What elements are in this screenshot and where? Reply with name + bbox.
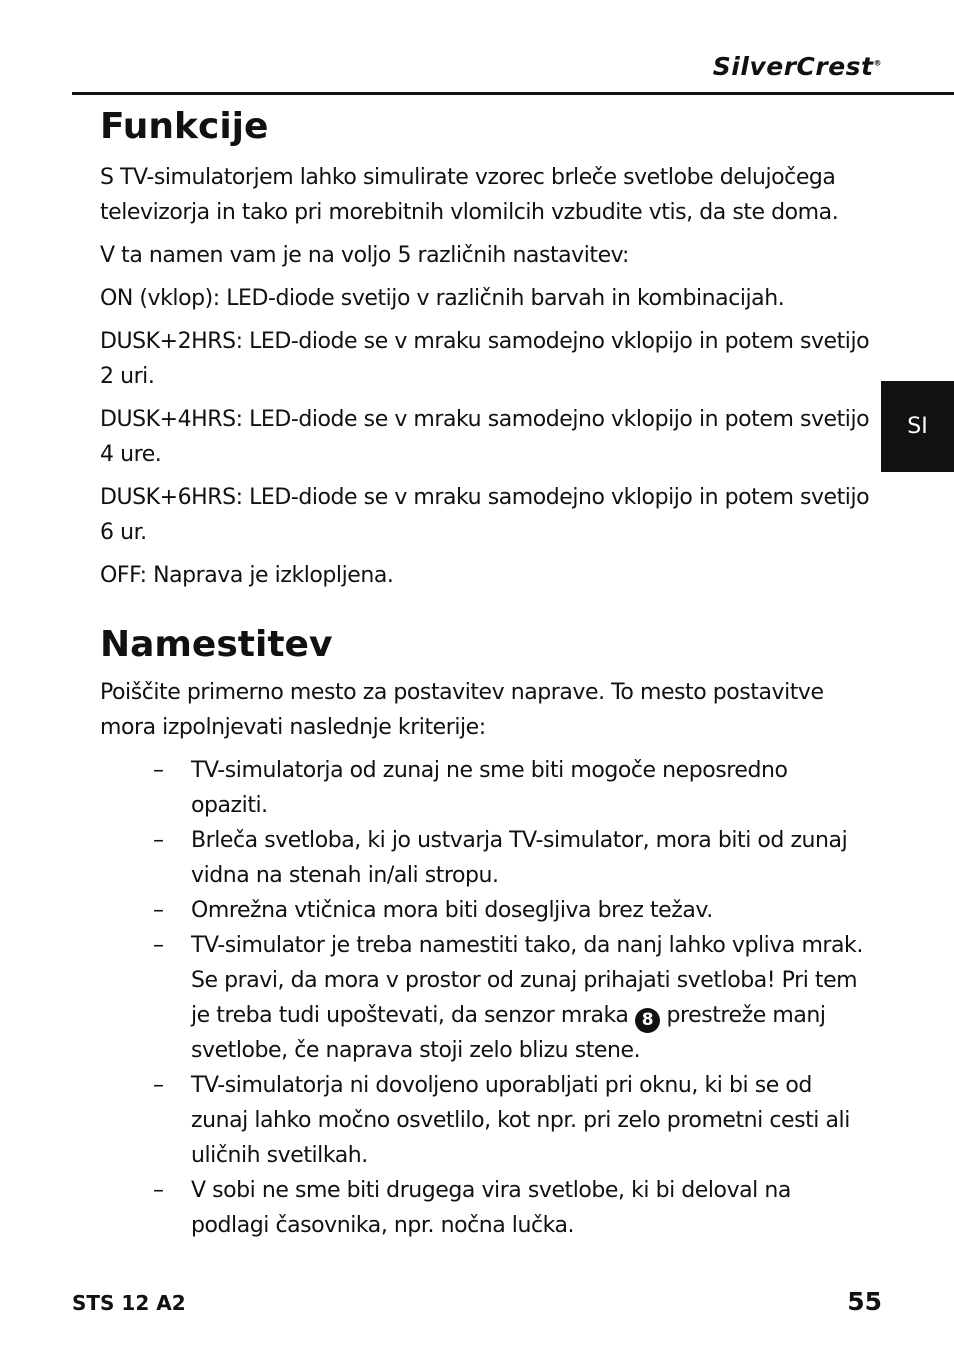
paragraph: V ta namen vam je na voljo 5 različnih nastavitev: bbox=[100, 243, 630, 268]
paragraph: OFF: Naprava je izklopljena. bbox=[100, 563, 394, 588]
page-number: 55 bbox=[847, 1287, 882, 1316]
dash-marker: – bbox=[153, 828, 164, 853]
list-item bbox=[100, 1173, 870, 1243]
header-rule bbox=[72, 92, 954, 95]
registered-mark: ® bbox=[873, 58, 882, 68]
section-title-namestitev: Namestitev bbox=[100, 624, 333, 665]
part-number-badge: 8 bbox=[635, 1008, 660, 1033]
page-content bbox=[100, 105, 870, 1243]
section-title-funkcije: Funkcije bbox=[100, 106, 269, 147]
list-item bbox=[100, 753, 870, 823]
list-item-text: TV-simulatorja od zunaj ne sme biti mogoče neposredno opaziti. bbox=[191, 758, 788, 818]
brand-name: SilverCrest bbox=[712, 52, 874, 81]
list-item bbox=[100, 1068, 870, 1173]
list-item-text: Brleča svetloba, ki jo ustvarja TV-simulator, mora biti od zunaj vidna na stenah in/ali stropu. bbox=[191, 828, 848, 888]
list-item-text: TV-simulator je treba namestiti tako, da nanj lahko vpliva mrak. Se pravi, da mora v prostor od zunaj prihajati svetloba! Pri tem je treba tudi upoštevati, da senzor mraka bbox=[191, 933, 863, 1028]
list-item bbox=[100, 823, 870, 893]
paragraph: S TV-simulatorjem lahko simulirate vzorec brleče svetlobe delujočega televizorja in tako pri morebitnih vlomilcih vzbudite vtis, da ste doma. bbox=[100, 165, 839, 225]
list-item-text: prestreže manj svetlobe, če naprava stoji zelo blizu stene. bbox=[191, 1003, 826, 1063]
dash-marker: – bbox=[153, 1178, 164, 1203]
list-item bbox=[100, 928, 870, 1068]
list-item-text: V sobi ne sme biti drugega vira svetlobe, ki bi deloval na podlagi časovnika, npr. nočna lučka. bbox=[191, 1178, 791, 1238]
dash-marker: – bbox=[153, 898, 164, 923]
dash-marker: – bbox=[153, 933, 164, 958]
list-item-text: Omrežna vtičnica mora biti dosegljiva brez težav. bbox=[191, 898, 713, 923]
dash-marker: – bbox=[153, 758, 164, 783]
intro-paragraph: Poiščite primerno mesto za postavitev naprave. To mesto postavitve mora izpolnjevati naslednje kriterije: bbox=[100, 680, 824, 740]
paragraph: DUSK+2HRS: LED-diode se v mraku samodejno vklopijo in potem svetijo 2 uri. bbox=[100, 329, 870, 389]
model-number: STS 12 A2 bbox=[72, 1291, 186, 1315]
list-item bbox=[100, 893, 870, 928]
dash-marker: – bbox=[153, 1073, 164, 1098]
brand-logo bbox=[713, 52, 882, 81]
criteria-list bbox=[100, 753, 870, 1243]
paragraph: DUSK+6HRS: LED-diode se v mraku samodejno vklopijo in potem svetijo 6 ur. bbox=[100, 485, 870, 545]
language-tab: SI bbox=[881, 381, 954, 472]
paragraph: ON (vklop): LED-diode svetijo v različnih barvah in kombinacijah. bbox=[100, 286, 785, 311]
list-item-text: TV-simulatorja ni dovoljeno uporabljati pri oknu, ki bi se od zunaj lahko močno osvetlilo, kot npr. pri zelo prometni cesti ali uličnih svetilkah. bbox=[191, 1073, 850, 1168]
paragraph: DUSK+4HRS: LED-diode se v mraku samodejno vklopijo in potem svetijo 4 ure. bbox=[100, 407, 870, 467]
